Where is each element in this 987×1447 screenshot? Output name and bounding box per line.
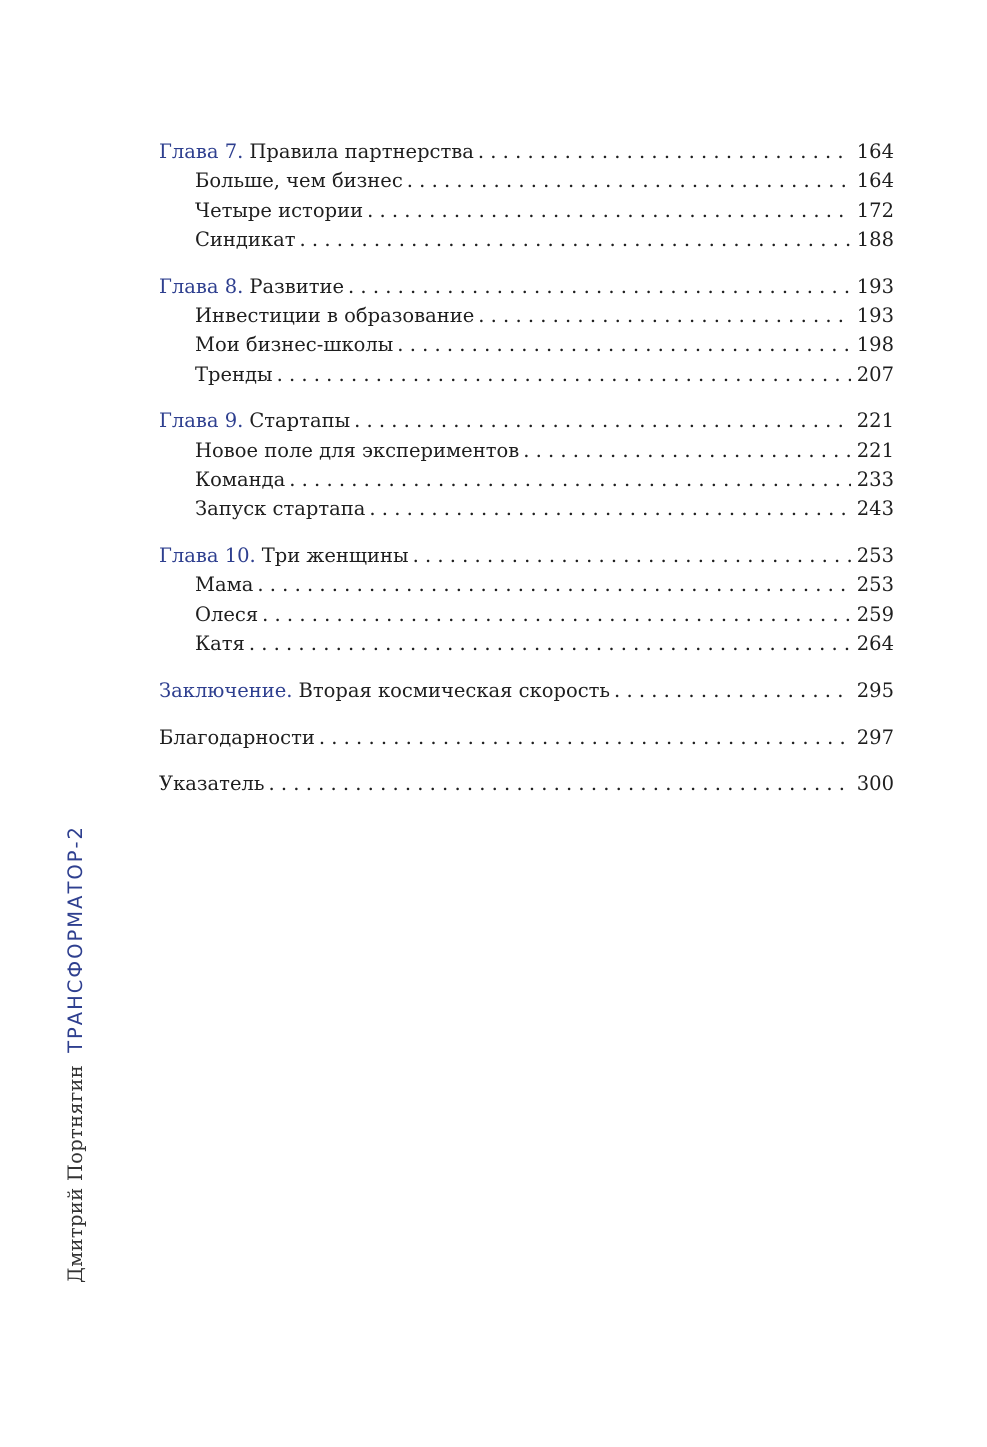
toc-page-number: 164: [856, 140, 894, 163]
toc-entry-title: Три женщины: [261, 544, 409, 568]
toc-entry-title: Команда: [195, 467, 286, 491]
dot-leader: [397, 333, 850, 356]
dot-leader: [478, 140, 851, 163]
toc-subentry[interactable]: [159, 304, 894, 333]
chapter-number: Глава 8.: [159, 274, 244, 298]
dot-leader: [407, 169, 851, 192]
toc-page-number: 164: [856, 169, 894, 193]
dot-leader: [277, 363, 851, 386]
toc-subentry[interactable]: [159, 363, 894, 392]
toc-subentry[interactable]: [159, 439, 894, 468]
toc-entry-title: Инвестиции в образование: [195, 303, 475, 327]
toc-subentry[interactable]: [159, 228, 894, 257]
toc-subentry[interactable]: [159, 468, 894, 497]
dot-leader: [257, 573, 850, 596]
dot-leader: [413, 544, 851, 567]
dot-leader: [369, 497, 850, 520]
dot-leader: [262, 603, 851, 626]
toc-chapter-9[interactable]: [159, 409, 894, 438]
toc-subentry[interactable]: [159, 169, 894, 198]
dot-leader: [300, 228, 851, 251]
dot-leader: [319, 726, 851, 749]
toc-page-number: 300: [856, 772, 894, 796]
toc-subentry[interactable]: [159, 573, 894, 602]
toc-page-number: 207: [856, 362, 894, 386]
toc-entry-title: Стартапы: [249, 409, 351, 433]
toc-entry-title: Мои бизнес-школы: [195, 333, 394, 357]
book-title: ТРАНСФОРМАТОР-2: [64, 825, 87, 1053]
toc-entry-title: Катя: [195, 631, 245, 655]
toc-chapter-8[interactable]: [159, 275, 894, 304]
group-spacer: [159, 755, 894, 773]
toc-page-number: 295: [856, 678, 894, 702]
toc-page-number: 264: [856, 631, 894, 655]
group-spacer: [159, 257, 894, 275]
toc-subentry[interactable]: [159, 333, 894, 362]
dot-leader: [354, 409, 851, 432]
chapter-number: Глава 10.: [159, 544, 256, 568]
toc-entry-title: Указатель: [159, 772, 265, 796]
dot-leader: [249, 632, 851, 655]
toc-page-number: 193: [856, 274, 894, 298]
chapter-number: Заключение.: [159, 678, 293, 702]
toc-entry-title: Вторая космическая скорость: [298, 678, 611, 702]
toc-chapter-7[interactable]: [159, 140, 894, 169]
toc-page-number: 172: [856, 198, 894, 222]
dot-leader: [523, 439, 851, 462]
group-spacer: [159, 708, 894, 726]
table-of-contents: [159, 140, 894, 802]
toc-entry-title: Развитие: [249, 274, 345, 298]
toc-entry-title: Благодарности: [159, 725, 315, 749]
dot-leader: [269, 772, 851, 795]
group-spacer: [159, 527, 894, 545]
toc-index[interactable]: [159, 772, 894, 801]
toc-page-number: 221: [856, 409, 894, 433]
toc-entry-title: Новое поле для экспериментов: [195, 438, 520, 462]
toc-page-number: 233: [856, 467, 894, 491]
running-header-vertical: [64, 825, 87, 1283]
toc-entry-title: Правила партнерства: [249, 140, 474, 163]
toc-page-number: 193: [856, 303, 894, 327]
toc-conclusion[interactable]: [159, 679, 894, 708]
author-name: Дмитрий Портнягин: [64, 1064, 87, 1283]
chapter-number: Глава 7.: [159, 140, 244, 163]
toc-page-number: 253: [856, 544, 894, 568]
toc-page-number: 221: [856, 438, 894, 462]
toc-entry-title: Олеся: [195, 602, 259, 626]
toc-page-number: 297: [856, 725, 894, 749]
toc-subentry[interactable]: [159, 199, 894, 228]
toc-acknowledgements[interactable]: [159, 726, 894, 755]
group-spacer: [159, 661, 894, 679]
toc-page-number: 198: [856, 333, 894, 357]
toc-page-number: 243: [856, 497, 894, 521]
dot-leader: [348, 275, 851, 298]
toc-entry-title: Тренды: [195, 362, 273, 386]
toc-entry-title: Синдикат: [195, 227, 296, 251]
toc-subentry[interactable]: [159, 497, 894, 526]
dot-leader: [478, 304, 851, 327]
toc-chapter-10[interactable]: [159, 544, 894, 573]
group-spacer: [159, 392, 894, 410]
toc-entry-title: Четыре истории: [195, 198, 364, 222]
toc-entry-title: Запуск стартапа: [195, 497, 366, 521]
toc-entry-title: Мама: [195, 573, 254, 597]
toc-subentry[interactable]: [159, 603, 894, 632]
toc-page-number: 188: [856, 227, 894, 251]
toc-entry-title: Больше, чем бизнес: [195, 169, 403, 193]
dot-leader: [367, 199, 851, 222]
dot-leader: [614, 679, 851, 702]
toc-page-number: 253: [856, 573, 894, 597]
chapter-number: Глава 9.: [159, 409, 244, 433]
dot-leader: [289, 468, 851, 491]
toc-page-number: 259: [856, 602, 894, 626]
toc-subentry[interactable]: [159, 632, 894, 661]
